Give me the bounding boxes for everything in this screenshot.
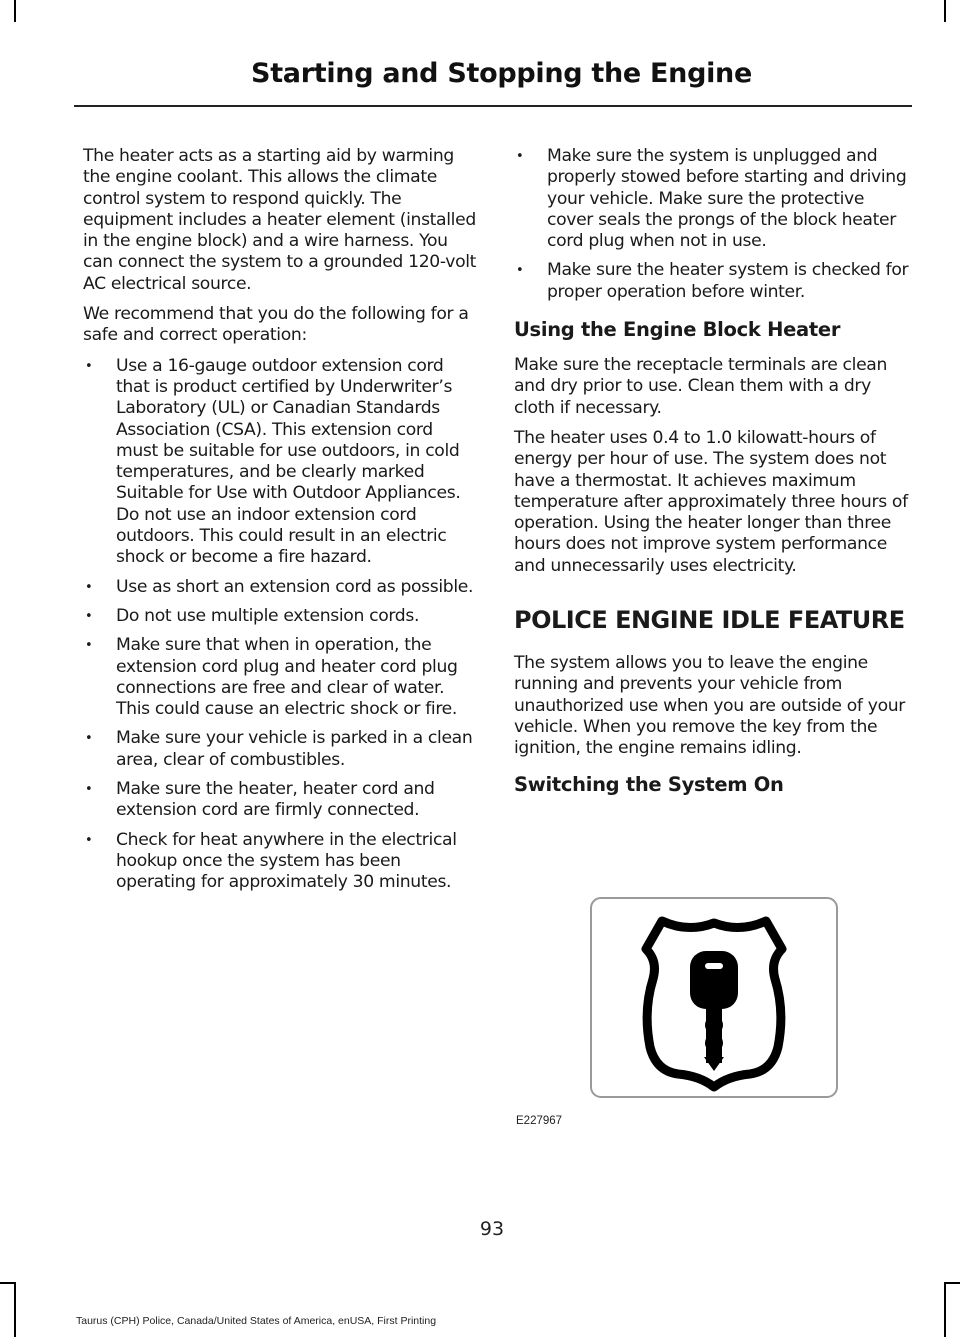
crop-mark-bottom-right-v [944,1282,946,1337]
idle-feature-paragraph: The system allows you to leave the engine running and prevents your vehicle from unauthorized use when you are outside of your vehicle. When you remove the key from the ignition, the engine remains idling. [514,653,905,759]
page-number: 93 [479,1218,505,1240]
figure-id: E227967 [516,1115,563,1127]
list-item: • Do not use multiple extension cords. [83,606,479,627]
right-column [514,146,912,810]
page-footer: Taurus (CPH) Police, Canada/United States of America, enUSA, First Printing [76,1315,437,1327]
list-item: • Make sure the system is unplugged and properly stowed before starting and driving your vehicle. Make sure the protective cover seals the prongs of the block heater cord plug when not in use. [514,146,912,252]
crop-mark-bottom-left-h [0,1282,16,1284]
shield-key-icon [592,899,836,1096]
section-heading-police-idle: POLICE ENGINE IDLE FEATURE [514,606,905,635]
list-item: • Use as short an extension cord as possible. [83,577,479,598]
energy-usage-paragraph: The heater uses 0.4 to 1.0 kilowatt-hours of energy per hour of use. The system does not have a thermostat. It achieves maximum temperature after approximately three hours of operation. Using the heater longer than three hours does not improve system performance and unnecessarily uses electricity. [514,427,908,576]
crop-mark-bottom-left-v [14,1282,16,1337]
crop-mark-top-left-v [14,0,16,22]
crop-mark-top-right-v [944,0,946,22]
list-item: • Check for heat anywhere in the electrical hookup once the system has been operating for approximately 30 minutes. [83,830,479,894]
list-item: • Make sure the heater system is checked for proper operation before winter. [514,260,912,303]
left-column [83,146,479,902]
section-heading-block-heater: Using the Engine Block Heater [514,318,841,342]
list-item: • Use a 16-gauge outdoor extension cord that is product certified by Underwriter’s Laboratory (UL) or Canadian Standards Association (CSA). This extension cord must be suitable for use outdoors, in cold temperatures, and be clearly marked Suitable for Use with Outdoor Appliances. Do not use an indoor extension cord outdoors. This could result in an electric shock or become a fire hazard. [83,356,479,569]
safety-bullet-list [83,356,479,894]
section-heading-switching-on: Switching the System On [514,772,784,796]
crop-mark-bottom-right-h [944,1282,960,1284]
list-item: • Make sure the heater, heater cord and extension cord are firmly connected. [83,779,479,822]
header-divider [74,105,912,107]
list-item: • Make sure your vehicle is parked in a clean area, clear of combustibles. [83,728,479,771]
list-item: • Make sure that when in operation, the extension cord plug and heater cord plug connections are free and clear of water. This could cause an electric shock or fire. [83,635,479,720]
safety-bullet-list-continued [514,146,912,303]
page-header-title: Starting and Stopping the Engine [251,58,752,89]
receptacle-paragraph: Make sure the receptacle terminals are clean and dry prior to use. Clean them with a dry cloth if necessary. [514,355,888,418]
figure-box [590,897,838,1098]
heater-intro-paragraph: The heater acts as a starting aid by warming the engine coolant. This allows the climate control system to respond quickly. The equipment includes a heater element (installed in the engine block) and a wire harness. You can connect the system to a grounded 120-volt AC electrical source. [83,146,477,294]
recommendation-paragraph: We recommend that you do the following for a safe and correct operation: [83,304,469,346]
